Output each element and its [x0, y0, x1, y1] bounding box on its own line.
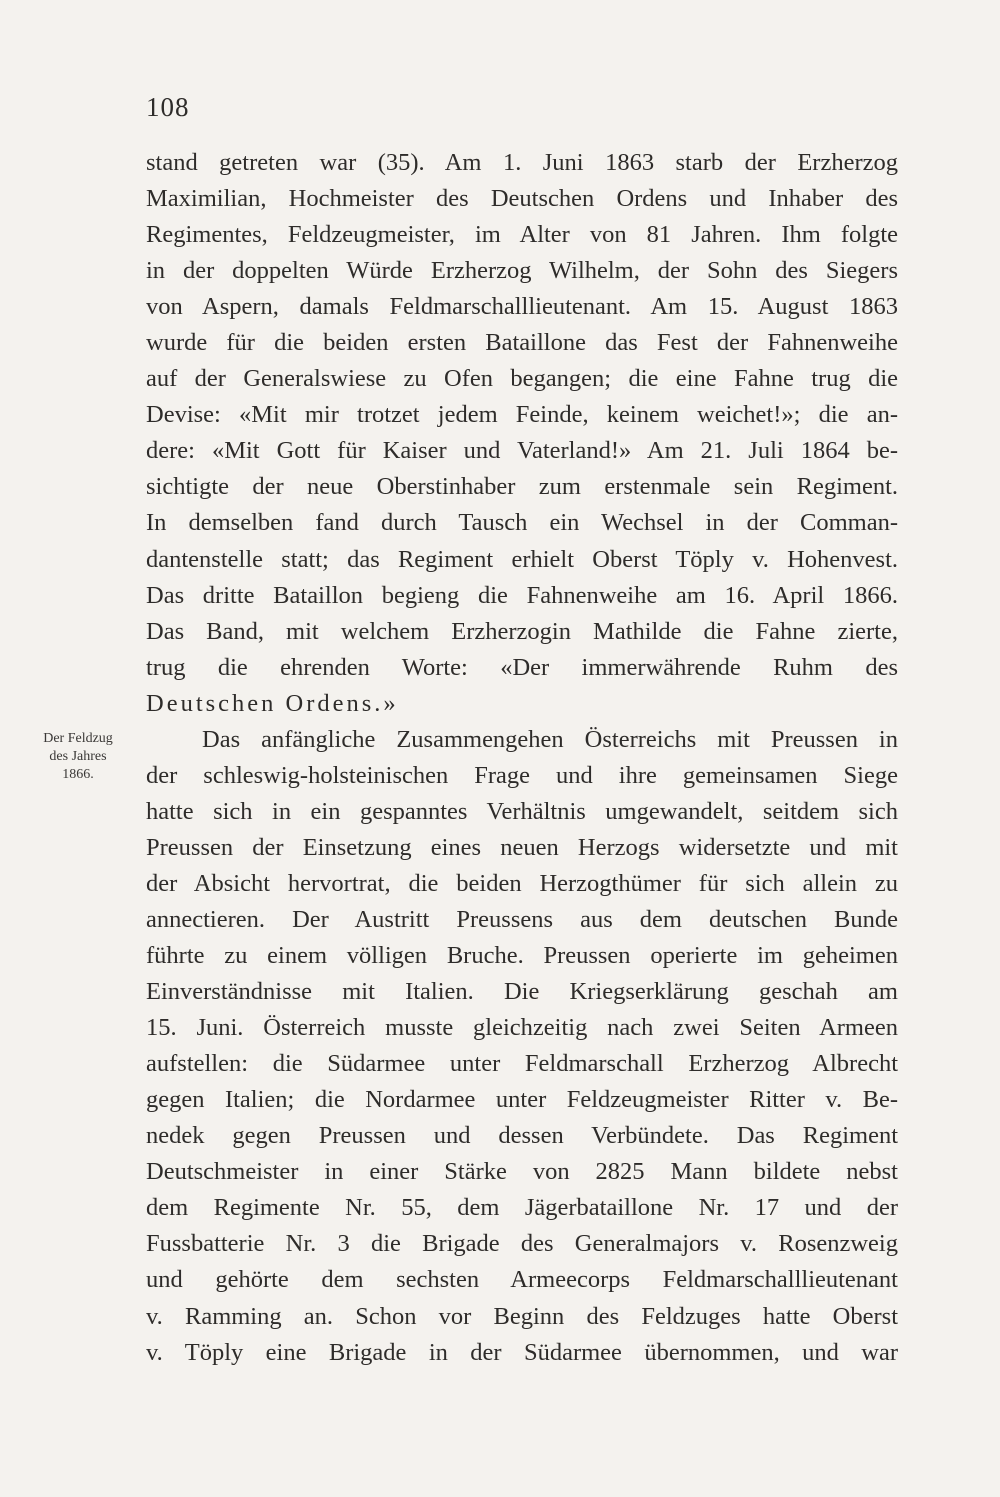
text-line: von Aspern, damals Feldmarschalllieutenant. Am 15. August 1863 [146, 293, 898, 321]
text-line: Regimentes, Feldzeugmeister, im Alter von 81 Jahren. Ihm folgte [146, 221, 898, 249]
text-line: Deutschmeister in einer Stärke von 2825 Mann bildete nebst [146, 1158, 898, 1186]
text-line: annectieren. Der Austritt Preussens aus dem deutschen Bunde [146, 905, 898, 933]
text-line: aufstellen: die Südarmee unter Feldmarschall Erzherzog Albrecht [146, 1050, 898, 1078]
text-line: v. Töply eine Brigade in der Südarmee übernommen, und war [146, 1338, 898, 1366]
text-line: Maximilian, Hochmeister des Deutschen Ordens und Inhaber des [146, 185, 898, 213]
text-line: hatte sich in ein gespanntes Verhältnis umgewandelt, seitdem sich [146, 797, 898, 825]
text-line: dantenstelle statt; das Regiment erhielt Oberst Töply v. Hohenvest. [146, 545, 898, 573]
text-line: sichtigte der neue Oberstinhaber zum erstenmale sein Regiment. [146, 473, 898, 501]
text-line: auf der Generalswiese zu Ofen begangen; die eine Fahne trug die [146, 365, 898, 393]
margin-note-line: Der Feldzug [43, 731, 113, 746]
text-line: der Absicht hervortrat, die beiden Herzogthümer für sich allein zu [146, 869, 898, 897]
text-line: und gehörte dem sechsten Armeecorps Feldmarschalllieutenant [146, 1266, 898, 1294]
margin-note-line: 1866. [62, 767, 94, 782]
text-line: v. Ramming an. Schon vor Beginn des Feldzuges hatte Oberst [146, 1302, 898, 1330]
text-line: stand getreten war (35). Am 1. Juni 1863 starb der Erzherzog [146, 149, 898, 176]
text-line: Einverständnisse mit Italien. Die Kriegserklärung geschah am [146, 978, 898, 1006]
text-line: wurde für die beiden ersten Bataillone das Fest der Fahnenweihe [146, 329, 898, 357]
text-line: trug die ehrenden Worte: «Der immerwährende Ruhm des [146, 653, 898, 681]
text-line: In demselben fand durch Tausch ein Wechsel in der Comman- [146, 509, 898, 537]
text-line: Das anfängliche Zusammengehen Österreichs mit Preussen in [202, 725, 898, 753]
text-line: Das dritte Bataillon begieng die Fahnenweihe am 16. April 1866. [146, 581, 898, 609]
text-line: in der doppelten Würde Erzherzog Wilhelm, der Sohn des Siegers [146, 257, 898, 285]
text-line: der schleswig-holsteinischen Frage und ihre gemeinsamen Siege [146, 761, 898, 789]
text-line: führte zu einem völligen Bruche. Preussen operierte im geheimen [146, 942, 898, 970]
text-line: gegen Italien; die Nordarmee unter Feldzeugmeister Ritter v. Be- [146, 1086, 898, 1114]
text-line: Deutschen Ordens.» [146, 689, 399, 717]
text-line: Devise: «Mit mir trotzet jedem Feinde, keinem weichet!»; die an- [146, 401, 898, 429]
text-line: nedek gegen Preussen und dessen Verbündete. Das Regiment [146, 1122, 898, 1150]
margin-note [24, 730, 132, 784]
text-line: Preussen der Einsetzung eines neuen Herzogs widersetzte und mit [146, 833, 898, 861]
text-line: Fussbatterie Nr. 3 die Brigade des Generalmajors v. Rosenzweig [146, 1230, 898, 1258]
margin-note-line: des Jahres [49, 749, 107, 764]
text-line: dem Regimente Nr. 55, dem Jägerbataillone Nr. 17 und der [146, 1194, 898, 1222]
text-line: 15. Juni. Österreich musste gleichzeitig nach zwei Seiten Armeen [146, 1014, 898, 1042]
text-line: dere: «Mit Gott für Kaiser und Vaterland!» Am 21. Juli 1864 be- [146, 437, 898, 465]
body-text [146, 145, 898, 1371]
text-line: Das Band, mit welchem Erzherzogin Mathilde die Fahne zierte, [146, 617, 898, 645]
page-number: 108 [146, 92, 190, 122]
